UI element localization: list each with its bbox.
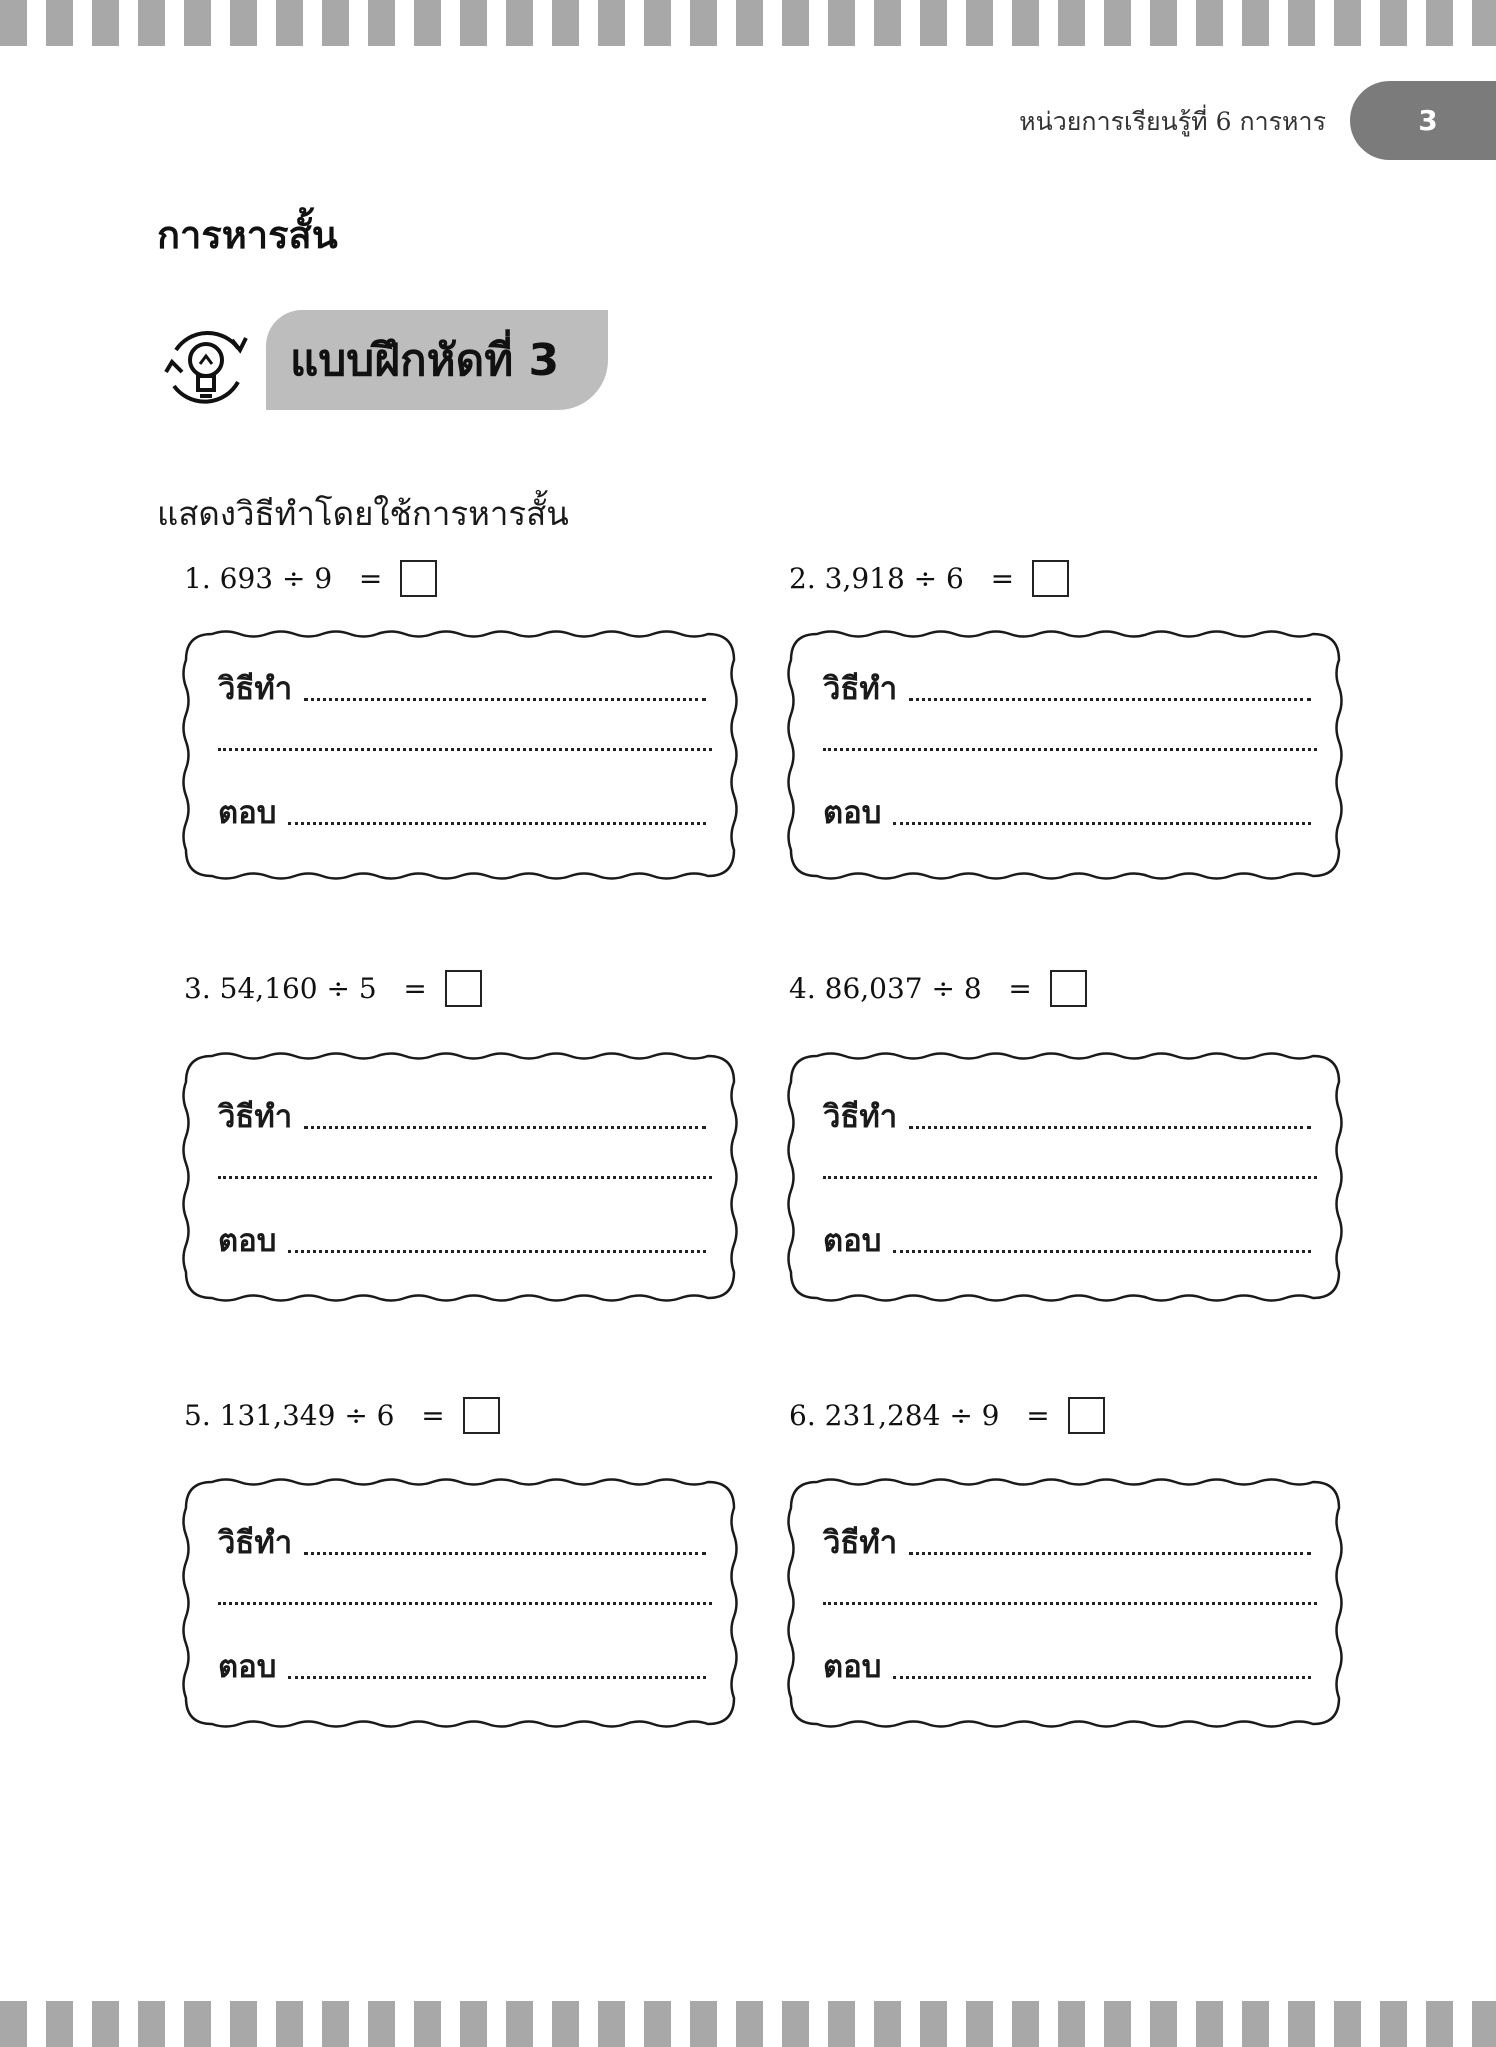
work-frame-2 (785, 628, 1345, 882)
method-line-1[interactable] (304, 1552, 706, 1555)
bottom-stripe-border (0, 2001, 1496, 2047)
method-label: วิธีทำ (823, 1099, 898, 1135)
method-line-2[interactable] (823, 748, 1317, 751)
problem-number: 5. (184, 1399, 211, 1432)
problem-expression: 131,349 ÷ 6 (219, 1399, 395, 1432)
answer-box[interactable] (445, 970, 482, 1007)
method-line-1[interactable] (909, 698, 1311, 701)
equals-sign: = (403, 972, 427, 1005)
equals-sign: = (1026, 1399, 1050, 1432)
method-line-1[interactable] (909, 1552, 1311, 1555)
work-frame-5 (180, 1476, 740, 1730)
method-line-2[interactable] (823, 1602, 1317, 1605)
method-label: วิธีทำ (218, 671, 293, 707)
answer-box[interactable] (463, 1397, 500, 1434)
top-stripe-border (0, 0, 1496, 46)
wavy-border (184, 632, 737, 879)
instruction-text: แสดงวิธีทำโดยใช้การหารสั้น (157, 494, 569, 533)
equals-sign: = (421, 1399, 445, 1432)
problem-3-label (184, 970, 482, 1007)
answer-line[interactable] (288, 1250, 706, 1253)
answer-box[interactable] (1032, 560, 1069, 597)
wavy-border (789, 632, 1342, 879)
work-frame-4 (785, 1050, 1345, 1304)
equals-sign: = (990, 562, 1015, 595)
answer-line[interactable] (893, 1250, 1311, 1253)
method-line-2[interactable] (218, 1176, 712, 1179)
method-line-1[interactable] (304, 1126, 706, 1129)
problem-1-label (184, 560, 437, 597)
answer-label: ตอบ (218, 795, 277, 831)
exercise-banner (266, 310, 608, 410)
method-label: วิธีทำ (218, 1099, 293, 1135)
method-line-2[interactable] (218, 748, 712, 751)
wavy-frame (785, 628, 1345, 882)
problem-5-label (184, 1397, 500, 1434)
method-line-2[interactable] (218, 1602, 712, 1605)
problem-4-label (789, 970, 1087, 1007)
answer-label: ตอบ (218, 1223, 277, 1259)
answer-label: ตอบ (218, 1649, 277, 1685)
equals-sign: = (1008, 972, 1032, 1005)
page-number-tab (1350, 81, 1496, 160)
problem-expression: 54,160 ÷ 5 (219, 972, 377, 1005)
problem-number: 3. (184, 972, 211, 1005)
answer-line[interactable] (893, 1676, 1311, 1679)
answer-label: ตอบ (823, 1223, 882, 1259)
answer-box[interactable] (400, 560, 437, 597)
page-number: 3 (1418, 104, 1438, 137)
method-label: วิธีทำ (218, 1525, 293, 1561)
method-label: วิธีทำ (823, 1525, 898, 1561)
problem-number: 6. (789, 1399, 816, 1432)
wavy-frame (180, 628, 740, 882)
work-frame-6 (785, 1476, 1345, 1730)
problem-number: 4. (789, 972, 816, 1005)
method-line-1[interactable] (909, 1126, 1311, 1129)
work-frame-3 (180, 1050, 740, 1304)
exercise-title: แบบฝึกหัดที่ 3 (290, 335, 560, 386)
problem-2-label (789, 560, 1069, 597)
method-line-1[interactable] (304, 698, 706, 701)
answer-box[interactable] (1050, 970, 1087, 1007)
problem-expression: 3,918 ÷ 6 (824, 562, 964, 595)
lightbulb-cycle-icon (154, 320, 258, 414)
equals-sign: = (358, 562, 383, 595)
problem-number: 2. (789, 562, 816, 595)
unit-header: หน่วยการเรียนรู้ที่ 6 การหาร (1019, 107, 1326, 136)
problem-expression: 231,284 ÷ 9 (824, 1399, 1000, 1432)
work-frame-1 (180, 628, 740, 882)
problem-6-label (789, 1397, 1105, 1434)
problem-number: 1. (184, 562, 211, 595)
problem-expression: 86,037 ÷ 8 (824, 972, 982, 1005)
method-line-2[interactable] (823, 1176, 1317, 1179)
topic-title: การหารสั้น (157, 213, 338, 257)
problem-expression: 693 ÷ 9 (219, 562, 333, 595)
answer-label: ตอบ (823, 795, 882, 831)
answer-line[interactable] (288, 1676, 706, 1679)
answer-line[interactable] (288, 822, 706, 825)
answer-label: ตอบ (823, 1649, 882, 1685)
answer-box[interactable] (1068, 1397, 1105, 1434)
method-label: วิธีทำ (823, 671, 898, 707)
answer-line[interactable] (893, 822, 1311, 825)
